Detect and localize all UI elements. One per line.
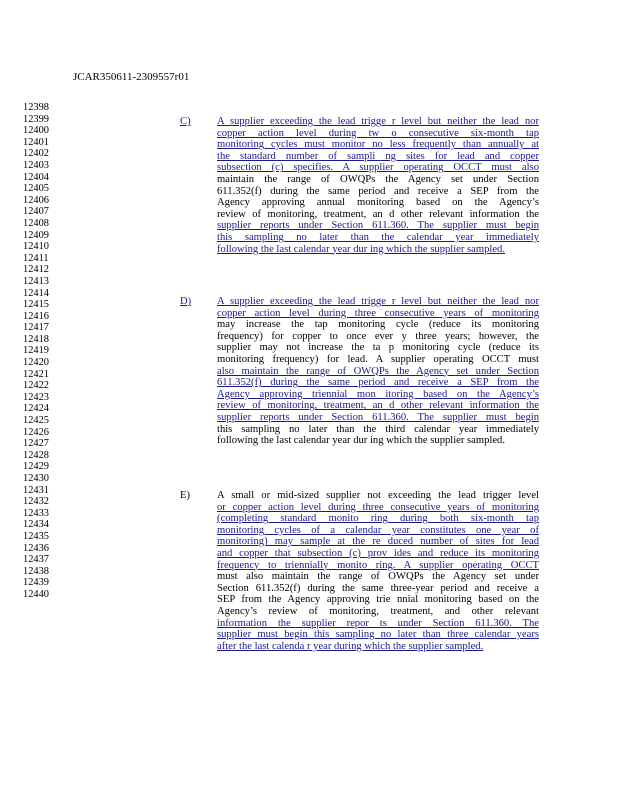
text-line: monitoring cycles of a calendar year constitutes one year of xyxy=(217,524,539,536)
line-number: 12432 xyxy=(23,496,49,508)
line-number: 12412 xyxy=(23,264,49,276)
line-number: 12413 xyxy=(23,275,49,287)
line-number: 12417 xyxy=(23,322,49,334)
text-line: and copper that subsection (c) prov ides and reduce its monitoring xyxy=(217,547,539,559)
line-number: 12434 xyxy=(23,519,49,531)
line-number: 12418 xyxy=(23,333,49,345)
line-number: 12403 xyxy=(23,159,49,171)
line-number: 12430 xyxy=(23,473,49,484)
line-number: 12437 xyxy=(23,554,49,566)
text-line: supplier reports under Section 611.360. The supplier must begin xyxy=(217,411,539,423)
line-number: 12416 xyxy=(23,310,49,322)
text-line: following the last calendar year dur ing which the supplier sampled. xyxy=(217,243,506,255)
text-line: may increase the tap monitoring cycle (reduce its monitoring xyxy=(217,319,539,331)
text-line: A supplier exceeding the lead trigge r level but neither the lead nor xyxy=(217,116,539,127)
subsection-label: E) xyxy=(180,490,190,501)
line-number: 12440 xyxy=(23,588,49,600)
line-number: 12425 xyxy=(23,415,49,427)
line-number: 12424 xyxy=(23,403,49,415)
text-line: copper action level during tw o consecutive six-month tap xyxy=(217,127,539,139)
line-number: 12427 xyxy=(23,438,49,450)
text-line: monitoring) may sample at the re duced number of sites for lead xyxy=(217,536,539,548)
line-number: 12433 xyxy=(23,507,49,519)
text-line: review of monitoring, treatment, an d other relevant information the xyxy=(217,208,539,220)
text-line: must also maintain the range of OWQPs the Agency set under xyxy=(217,571,539,583)
text-line: supplier reports under Section 611.360. The supplier must begin xyxy=(217,220,539,232)
text-line: supplier may not increase the ta p monitoring cycle (reduce its xyxy=(217,342,539,354)
text-line: Agency approving triennial mon itoring based on the Agency’s xyxy=(217,388,539,400)
line-number: 12405 xyxy=(23,183,49,195)
line-number: 12414 xyxy=(23,287,49,299)
text-line: review of monitoring, treatment, an d other relevant information the xyxy=(217,400,539,412)
line-number: 12426 xyxy=(23,426,49,438)
line-number: 12423 xyxy=(23,391,49,403)
line-number: 12435 xyxy=(23,530,49,542)
line-number: 12407 xyxy=(23,206,49,218)
line-number: 12420 xyxy=(23,357,49,369)
text-line: SEP from the Agency approving trie nnial monitoring based on the xyxy=(217,594,539,606)
line-number: 12436 xyxy=(23,542,49,554)
text-line: Agency’s review of monitoring, treatment, and other relevant xyxy=(217,605,539,617)
line-number: 12404 xyxy=(23,171,49,183)
text-line: frequency to triennially monito ring. A supplier operating OCCT xyxy=(217,559,539,571)
line-number: 12431 xyxy=(23,484,49,496)
text-line: also maintain the range of OWQPs the Agency set under Section xyxy=(217,365,539,377)
line-number: 12401 xyxy=(23,136,49,148)
line-number: 12406 xyxy=(23,194,49,206)
line-number: 12402 xyxy=(23,148,49,160)
text-line: the standard number of sampli ng sites for lead and copper xyxy=(217,150,539,162)
subsection-text xyxy=(217,116,539,255)
line-number: 12438 xyxy=(23,565,49,577)
line-number: 12411 xyxy=(23,252,49,264)
text-line: monitoring cycles must monitor no less frequently than annually at xyxy=(217,139,539,151)
subsection-label: C) xyxy=(180,116,191,127)
text-line: Agency approving annual monitoring based on the Agency’s xyxy=(217,197,539,209)
line-number: 12439 xyxy=(23,577,49,589)
text-line: maintain the range of OWQPs the Agency set under Section xyxy=(217,173,539,185)
line-number: 12415 xyxy=(23,299,49,311)
line-number: 12419 xyxy=(23,345,49,357)
text-line: Section 611.352(f) during the same three-year period and receive a xyxy=(217,582,539,594)
line-number: 12408 xyxy=(23,217,49,229)
text-line: 611.352(f) during the same period and receive a SEP from the xyxy=(217,185,539,197)
text-line: (completing standard monito ring during both six-month tap xyxy=(217,513,539,525)
text-line: 611.352(f) during the same period and receive a SEP from the xyxy=(217,377,539,389)
line-number: 12399 xyxy=(23,113,49,125)
line-number: 12398 xyxy=(23,102,49,113)
line-number: 12429 xyxy=(23,461,49,473)
text-line: information the supplier repor ts under Section 611.360. The xyxy=(217,617,539,629)
line-number-column xyxy=(23,102,49,601)
line-number: 12428 xyxy=(23,449,49,461)
line-number: 12409 xyxy=(23,229,49,241)
text-line: or copper action level during three consecutive years of monitoring xyxy=(217,501,539,513)
line-number: 12410 xyxy=(23,241,49,253)
line-number: 12400 xyxy=(23,125,49,137)
text-line: A small or mid-sized supplier not exceeding the lead trigger level xyxy=(217,490,539,501)
subsection-text xyxy=(217,490,539,652)
text-line: after the last calenda r year during which the supplier sampled. xyxy=(217,640,484,652)
text-line: this sampling no later than the calendar year immediately xyxy=(217,231,539,243)
line-number: 12422 xyxy=(23,380,49,392)
line-number: 12421 xyxy=(23,368,49,380)
subsection-text xyxy=(217,296,539,447)
document-id: JCAR350611-2309557r01 xyxy=(73,71,190,83)
subsection-label: D) xyxy=(180,296,192,307)
text-line: this sampling no later than the third calendar year immediately xyxy=(217,423,539,435)
text-line: monitoring frequency) for lead. A supplier operating OCCT must xyxy=(217,353,539,365)
text-line: subsection (c) specifies. A supplier operating OCCT must also xyxy=(217,162,539,174)
text-line: frequency) for copper to once ever y three years; however, the xyxy=(217,330,539,342)
text-line: A supplier exceeding the lead trigge r level but neither the lead nor xyxy=(217,296,539,307)
text-line: copper action level during three consecutive years of monitoring xyxy=(217,307,539,319)
text-line: supplier must begin this sampling no later than three calendar years xyxy=(217,629,539,641)
text-line: following the last calendar year dur ing which the supplier sampled. xyxy=(217,435,506,447)
